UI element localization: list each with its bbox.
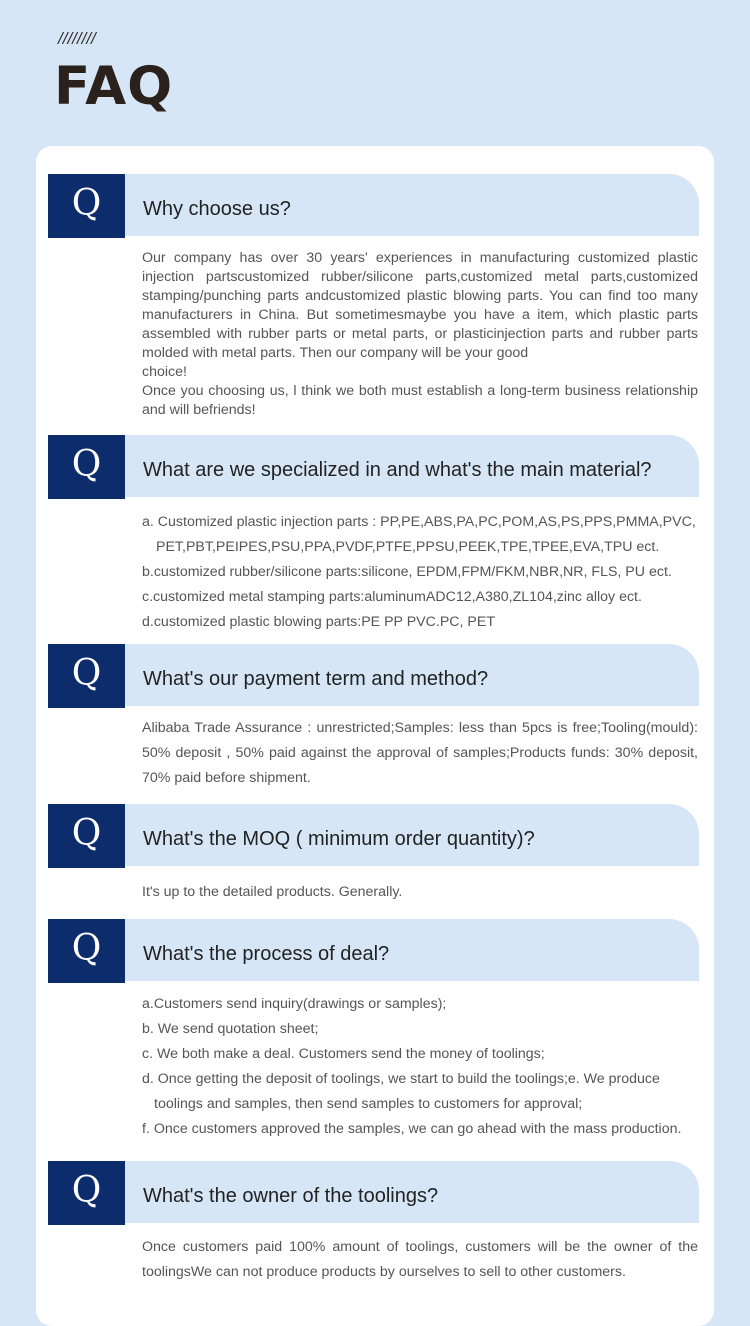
question-text: What's the process of deal? [143,943,390,965]
answer-line: d.customized plastic blowing parts:PE PP PVC.PC, PET [142,614,495,630]
answer-line: c. We both make a deal. Customers send the money of toolings; [142,1046,545,1062]
answer-line: a.Customers send inquiry(drawings or samples); [142,996,447,1012]
answer-paragraph: Alibaba Trade Assurance : unrestricted;Samples: less than 5pcs is free;Tooling(mould): 50% deposit , 50% paid against the approval of samples;Products funds: 30% deposit, 70% paid before shipment. [142,720,698,786]
question-header [48,435,699,499]
answer-line: b.customized rubber/silicone parts:silicone, EPDM,FPM/FKM,NBR,NR, FLS, PU ect. [142,564,672,580]
answer-text [142,716,698,791]
question-text: What's the owner of the toolings? [143,1185,439,1207]
q-badge: Q [48,174,125,238]
question-header [48,644,699,708]
question-text: Why choose us? [143,198,291,220]
answer-text [142,249,698,420]
faq-item-process [48,919,699,1142]
answer-line: f. Once customers approved the samples, we can go ahead with the mass production. [142,1121,682,1137]
answer-paragraph: choice! [142,364,187,380]
faq-item-payment [48,644,699,791]
answer-paragraph: Once you choosing us, l think we both must establish a long-term business relationship and will befriends! [142,383,698,418]
q-badge: Q [48,1161,125,1225]
answer-text [142,1235,698,1285]
faq-item-specialized [48,435,699,635]
answer-text [142,992,698,1142]
answer-text [142,510,698,635]
q-badge: Q [48,804,125,868]
question-header [48,804,699,868]
question-header [48,174,699,238]
faq-item-moq [48,804,699,905]
answer-line: c.customized metal stamping parts:aluminumADC12,A380,ZL104,zinc alloy ect. [142,589,642,605]
answer-paragraph: It's up to the detailed products. Generally. [142,884,403,900]
answer-line: d. Once getting the deposit of toolings, we start to build the toolings;e. We produce toolings and samples, then send samples to customers for approval; [142,1071,660,1112]
faq-item-why-choose-us [48,174,699,420]
question-text: What's our payment term and method? [143,668,489,690]
answer-line: b. We send quotation sheet; [142,1021,319,1037]
question-header [48,1161,699,1225]
question-text: What's the MOQ ( minimum order quantity)? [143,828,535,850]
answer-paragraph: Once customers paid 100% amount of toolings, customers will be the owner of the toolingsWe can not produce products by ourselves to sell to other customers. [142,1239,698,1280]
question-text: What are we specialized in and what's the main material? [143,459,652,481]
decorative-slashes: //////// [58,29,96,48]
page-title: FAQ [54,56,174,117]
answer-text [142,880,698,905]
q-badge: Q [48,644,125,708]
q-badge: Q [48,435,125,499]
answer-line: a. Customized plastic injection parts : PP,PE,ABS,PA,PC,POM,AS,PS,PPS,PMMA,PVC, PET,PBT,PEIPES,PSU,PPA,PVDF,PTFE,PPSU,PEEK,TPE,TPEE,EVA,TPU ect. [142,514,696,555]
faq-item-tooling-owner [48,1161,699,1285]
question-header [48,919,699,983]
answer-paragraph: Our company has over 30 years' experiences in manufacturing customized plastic injection partscustomized rubber/silicone parts,customized metal parts,customized stamping/punching parts andcustomized plastic blowing parts. You can find too many manufacturers in China. But sometimesmaybe you have a item, which plastic parts assembled with rubber parts or metal parts, or plasticinjection parts and rubber parts molded with metal parts. Then our company will be your good [142,250,698,361]
q-badge: Q [48,919,125,983]
